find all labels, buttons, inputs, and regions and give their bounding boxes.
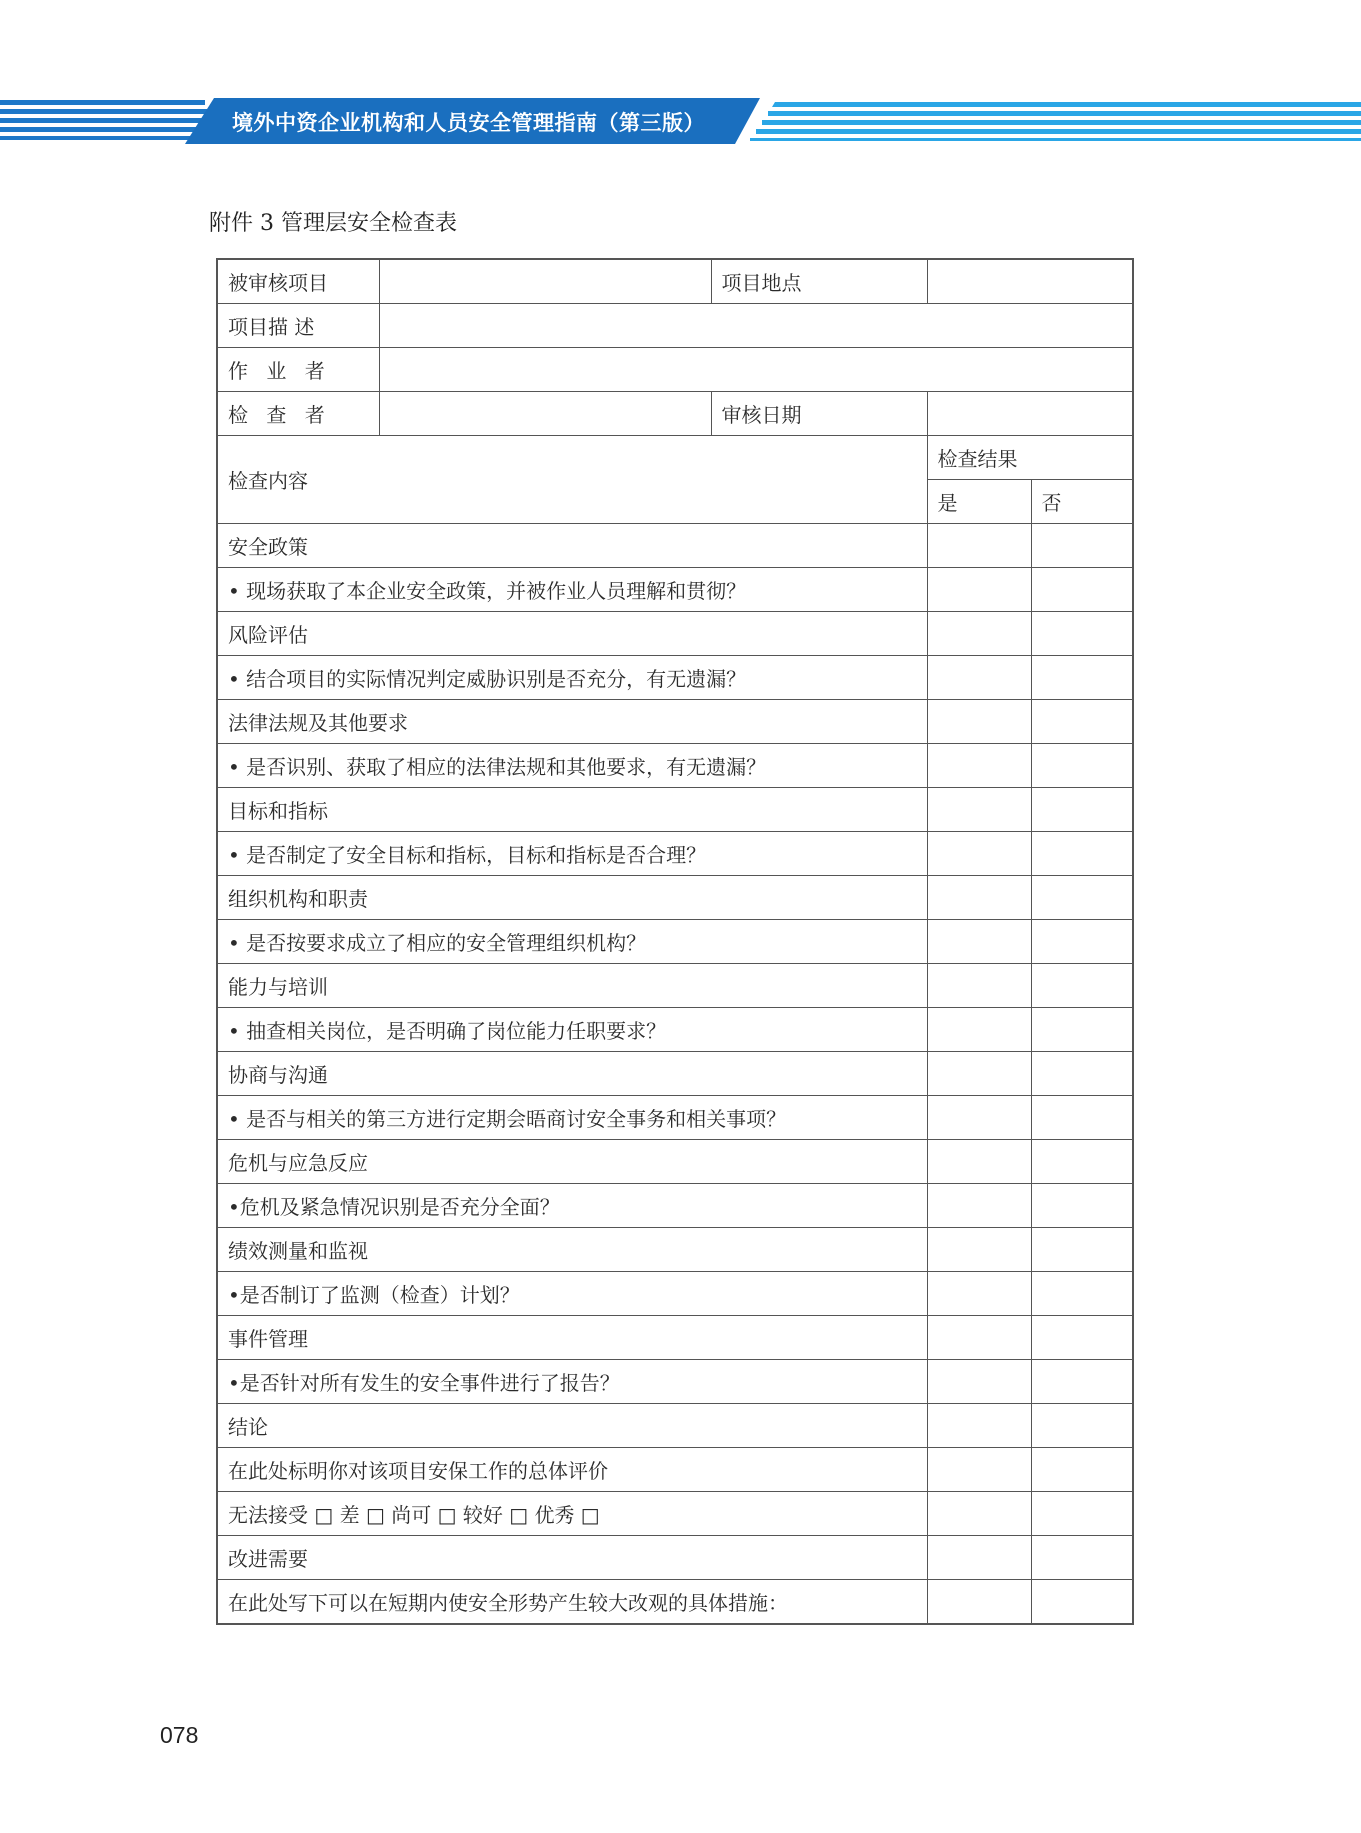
project-location-label: 项目地点 (711, 259, 927, 304)
no-cell[interactable] (1031, 1404, 1133, 1448)
yes-cell[interactable] (927, 700, 1031, 744)
no-cell[interactable] (1031, 1272, 1133, 1316)
inspector-value[interactable] (379, 392, 711, 436)
checklist-row (217, 1448, 1133, 1492)
audit-date-label: 审核日期 (711, 392, 927, 436)
checklist-row (217, 1052, 1133, 1096)
checklist-row (217, 1316, 1133, 1360)
checklist-item: 法律法规及其他要求 (217, 700, 927, 744)
result-header: 检查结果 (927, 436, 1133, 480)
no-cell[interactable] (1031, 1536, 1133, 1580)
checklist-item: • 是否制定了安全目标和指标，目标和指标是否合理？ (217, 832, 927, 876)
checklist-item: 无法接受 □ 差 □ 尚可 □ 较好 □ 优秀 □ (217, 1492, 927, 1536)
yes-cell[interactable] (927, 1140, 1031, 1184)
checklist-item: 组织机构和职责 (217, 876, 927, 920)
checklist-row (217, 1360, 1133, 1404)
no-cell[interactable] (1031, 700, 1133, 744)
yes-cell[interactable] (927, 744, 1031, 788)
yes-cell[interactable] (927, 1184, 1031, 1228)
project-location-value[interactable] (927, 259, 1133, 304)
no-cell[interactable] (1031, 1316, 1133, 1360)
checklist-item: • 现场获取了本企业安全政策，并被作业人员理解和贯彻？ (217, 568, 927, 612)
checklist-row (217, 1492, 1133, 1536)
no-cell[interactable] (1031, 1184, 1133, 1228)
yes-cell[interactable] (927, 920, 1031, 964)
yes-cell[interactable] (927, 568, 1031, 612)
info-row-project-description (217, 304, 1133, 348)
checklist-row (217, 612, 1133, 656)
yes-cell[interactable] (927, 832, 1031, 876)
checklist-item: •危机及紧急情况识别是否充分全面？ (217, 1184, 927, 1228)
checklist-row (217, 700, 1133, 744)
checklist-row (217, 832, 1133, 876)
yes-cell[interactable] (927, 1404, 1031, 1448)
checklist-item: 目标和指标 (217, 788, 927, 832)
checklist-item: • 结合项目的实际情况判定威胁识别是否充分，有无遗漏？ (217, 656, 927, 700)
checklist-item: •是否针对所有发生的安全事件进行了报告？ (217, 1360, 927, 1404)
yes-cell[interactable] (927, 1580, 1031, 1625)
no-cell[interactable] (1031, 612, 1133, 656)
checklist-row (217, 1184, 1133, 1228)
no-cell[interactable] (1031, 1140, 1133, 1184)
yes-cell[interactable] (927, 788, 1031, 832)
project-description-value[interactable] (379, 304, 1133, 348)
audited-project-value[interactable] (379, 259, 711, 304)
checklist-row (217, 1580, 1133, 1625)
yes-cell[interactable] (927, 1448, 1031, 1492)
yes-cell[interactable] (927, 1008, 1031, 1052)
no-cell[interactable] (1031, 524, 1133, 568)
checklist-item: • 是否识别、获取了相应的法律法规和其他要求，有无遗漏？ (217, 744, 927, 788)
checklist-item: 危机与应急反应 (217, 1140, 927, 1184)
header-banner (0, 98, 1361, 144)
inspector-label: 检 查 者 (217, 392, 379, 436)
checklist-item: •是否制订了监测（检查）计划？ (217, 1272, 927, 1316)
checklist-row (217, 568, 1133, 612)
yes-cell[interactable] (927, 1052, 1031, 1096)
project-description-label: 项目描 述 (217, 304, 379, 348)
checklist-row (217, 524, 1133, 568)
header-title: 境外中资企业机构和人员安全管理指南（第三版） (232, 111, 705, 135)
operator-value[interactable] (379, 348, 1133, 392)
audited-project-label: 被审核项目 (217, 259, 379, 304)
no-cell[interactable] (1031, 1008, 1133, 1052)
no-cell[interactable] (1031, 1360, 1133, 1404)
page-number: 078 (160, 1722, 199, 1748)
checklist-row (217, 876, 1133, 920)
yes-cell[interactable] (927, 612, 1031, 656)
checklist-item: 事件管理 (217, 1316, 927, 1360)
table-head-row (217, 436, 1133, 480)
checklist-row (217, 788, 1133, 832)
checklist-row (217, 1404, 1133, 1448)
yes-cell[interactable] (927, 656, 1031, 700)
checklist-item: • 是否按要求成立了相应的安全管理组织机构？ (217, 920, 927, 964)
checklist-row (217, 1096, 1133, 1140)
info-row-operator (217, 348, 1133, 392)
no-header: 否 (1031, 480, 1133, 524)
checklist-row (217, 964, 1133, 1008)
checklist-item: • 是否与相关的第三方进行定期会晤商讨安全事务和相关事项？ (217, 1096, 927, 1140)
info-row-audited-project (217, 259, 1133, 304)
checklist-row (217, 1536, 1133, 1580)
no-cell[interactable] (1031, 876, 1133, 920)
yes-cell[interactable] (927, 1536, 1031, 1580)
checklist-item: 协商与沟通 (217, 1052, 927, 1096)
yes-cell[interactable] (927, 876, 1031, 920)
safety-checklist-table (216, 258, 1134, 1625)
yes-cell[interactable] (927, 1360, 1031, 1404)
table-caption: 附件 3 管理层安全检查表 (209, 211, 457, 236)
no-cell[interactable] (1031, 744, 1133, 788)
checklist-row (217, 1228, 1133, 1272)
checklist-row (217, 744, 1133, 788)
checklist-item: 安全政策 (217, 524, 927, 568)
checklist-item: 在此处写下可以在短期内使安全形势产生较大改观的具体措施： (217, 1580, 927, 1625)
checklist-item: 改进需要 (217, 1536, 927, 1580)
checklist-item: 风险评估 (217, 612, 927, 656)
no-cell[interactable] (1031, 832, 1133, 876)
no-cell[interactable] (1031, 920, 1133, 964)
yes-cell[interactable] (927, 1272, 1031, 1316)
checklist-row (217, 1140, 1133, 1184)
yes-header: 是 (927, 480, 1031, 524)
checklist-item: 能力与培训 (217, 964, 927, 1008)
yes-cell[interactable] (927, 1316, 1031, 1360)
no-cell[interactable] (1031, 1228, 1133, 1272)
yes-cell[interactable] (927, 1492, 1031, 1536)
checklist-item: 绩效测量和监视 (217, 1228, 927, 1272)
yes-cell[interactable] (927, 964, 1031, 1008)
no-cell[interactable] (1031, 656, 1133, 700)
checklist-row (217, 656, 1133, 700)
no-cell[interactable] (1031, 1580, 1133, 1625)
checklist-item: • 抽查相关岗位，是否明确了岗位能力任职要求？ (217, 1008, 927, 1052)
audit-date-value[interactable] (927, 392, 1133, 436)
yes-cell[interactable] (927, 524, 1031, 568)
checklist-item: 在此处标明你对该项目安保工作的总体评价 (217, 1448, 927, 1492)
operator-label: 作 业 者 (217, 348, 379, 392)
content-header: 检查内容 (217, 436, 927, 524)
checklist-row (217, 920, 1133, 964)
info-row-inspector (217, 392, 1133, 436)
yes-cell[interactable] (927, 1228, 1031, 1272)
no-cell[interactable] (1031, 1492, 1133, 1536)
no-cell[interactable] (1031, 964, 1133, 1008)
checklist-row (217, 1272, 1133, 1316)
checklist-item: 结论 (217, 1404, 927, 1448)
no-cell[interactable] (1031, 1096, 1133, 1140)
no-cell[interactable] (1031, 1448, 1133, 1492)
checklist-row (217, 1008, 1133, 1052)
no-cell[interactable] (1031, 788, 1133, 832)
no-cell[interactable] (1031, 1052, 1133, 1096)
yes-cell[interactable] (927, 1096, 1031, 1140)
no-cell[interactable] (1031, 568, 1133, 612)
